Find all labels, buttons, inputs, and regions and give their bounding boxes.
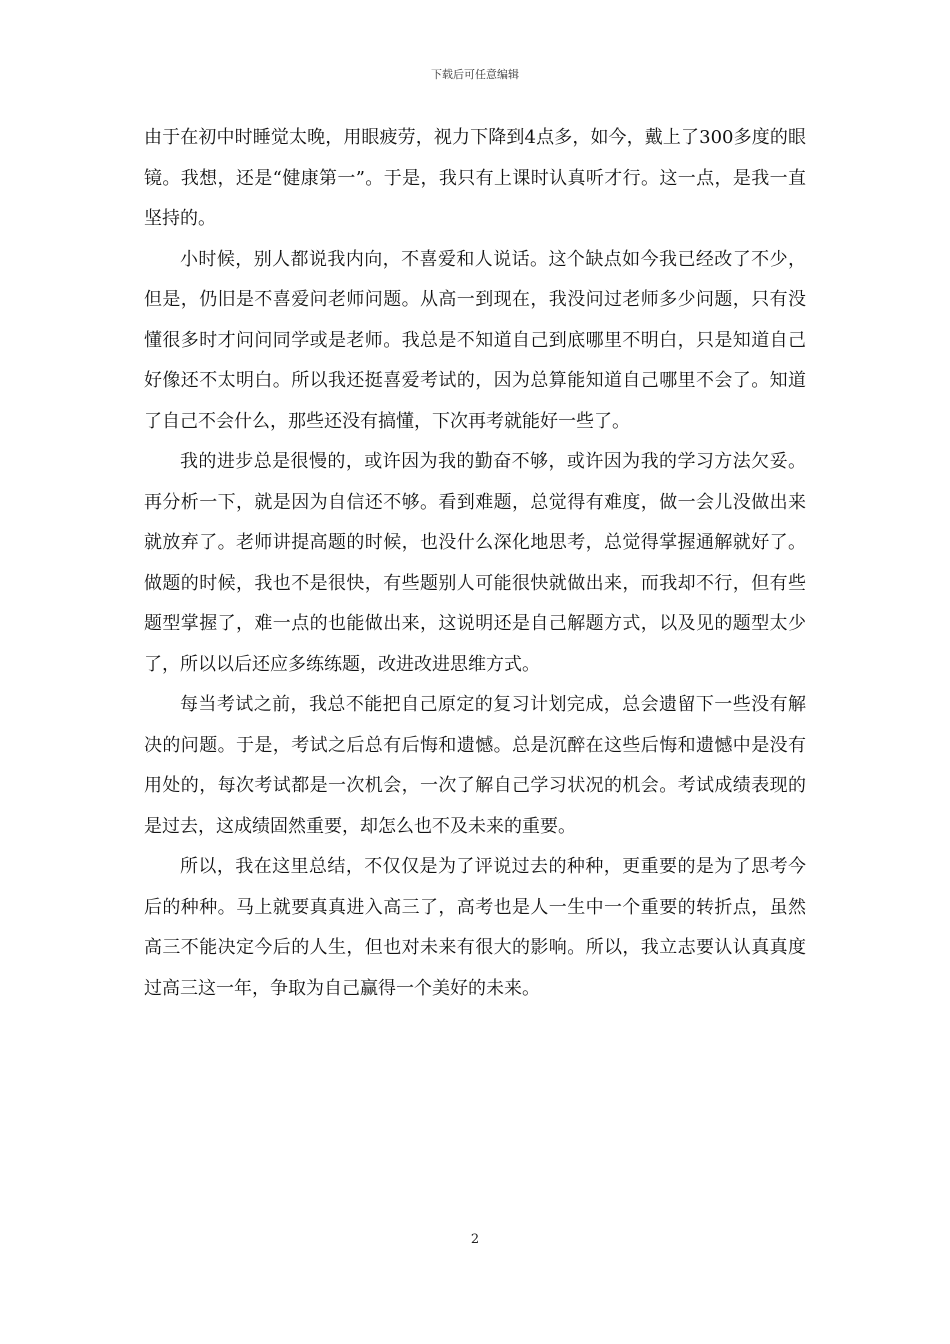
document-body	[144, 118, 806, 1009]
paragraph: 由于在初中时睡觉太晚，用眼疲劳，视力下降到4点多，如今，戴上了300多度的眼镜。我想，还是“健康第一”。于是，我只有上课时认真听才行。这一点，是我一直坚持的。	[144, 127, 806, 229]
paragraph: 所以，我在这里总结，不仅仅是为了评说过去的种种，更重要的是为了思考今后的种种。马上就要真真进入高三了，高考也是人一生中一个重要的转折点，虽然高三不能决定今后的人生，但也对未来有很大的影响。所以，我立志要认认真真度过高三这一年，争取为自己赢得一个美好的未来。	[144, 856, 806, 999]
page-number: 2	[470, 1232, 480, 1247]
paragraph: 每当考试之前，我总不能把自己原定的复习计划完成，总会遗留下一些没有解决的问题。于是，考试之后总有后悔和遗憾。总是沉醉在这些后悔和遗憾中是没有用处的，每次考试都是一次机会，一次了解自己学习状况的机会。考试成绩表现的是过去，这成绩固然重要，却怎么也不及未来的重要。	[144, 694, 806, 837]
paragraph: 我的进步总是很慢的，或许因为我的勤奋不够，或许因为我的学习方法欠妥。再分析一下，就是因为自信还不够。看到难题，总觉得有难度，做一会儿没做出来就放弃了。老师讲提高题的时候，也没什么深化地思考，总觉得掌握通解就好了。做题的时候，我也不是很快，有些题别人可能很快就做出来，而我却不行，但有些题型掌握了，难一点的也能做出来，这说明还是自己解题方式，以及见的题型太少了，所以以后还应多练练题，改进改进思维方式。	[144, 451, 806, 675]
paragraph: 小时候，别人都说我内向，不喜爱和人说话。这个缺点如今我已经改了不少，但是，仍旧是不喜爱问老师问题。从高一到现在，我没问过老师多少问题，只有没懂很多时才问问同学或是老师。我总是不知道自己到底哪里不明白，只是知道自己好像还不太明白。所以我还挺喜爱考试的，因为总算能知道自己哪里不会了。知道了自己不会什么，那些还没有搞懂，下次再考就能好一些了。	[144, 248, 806, 432]
page-header: 下载后可任意编辑	[431, 68, 519, 81]
